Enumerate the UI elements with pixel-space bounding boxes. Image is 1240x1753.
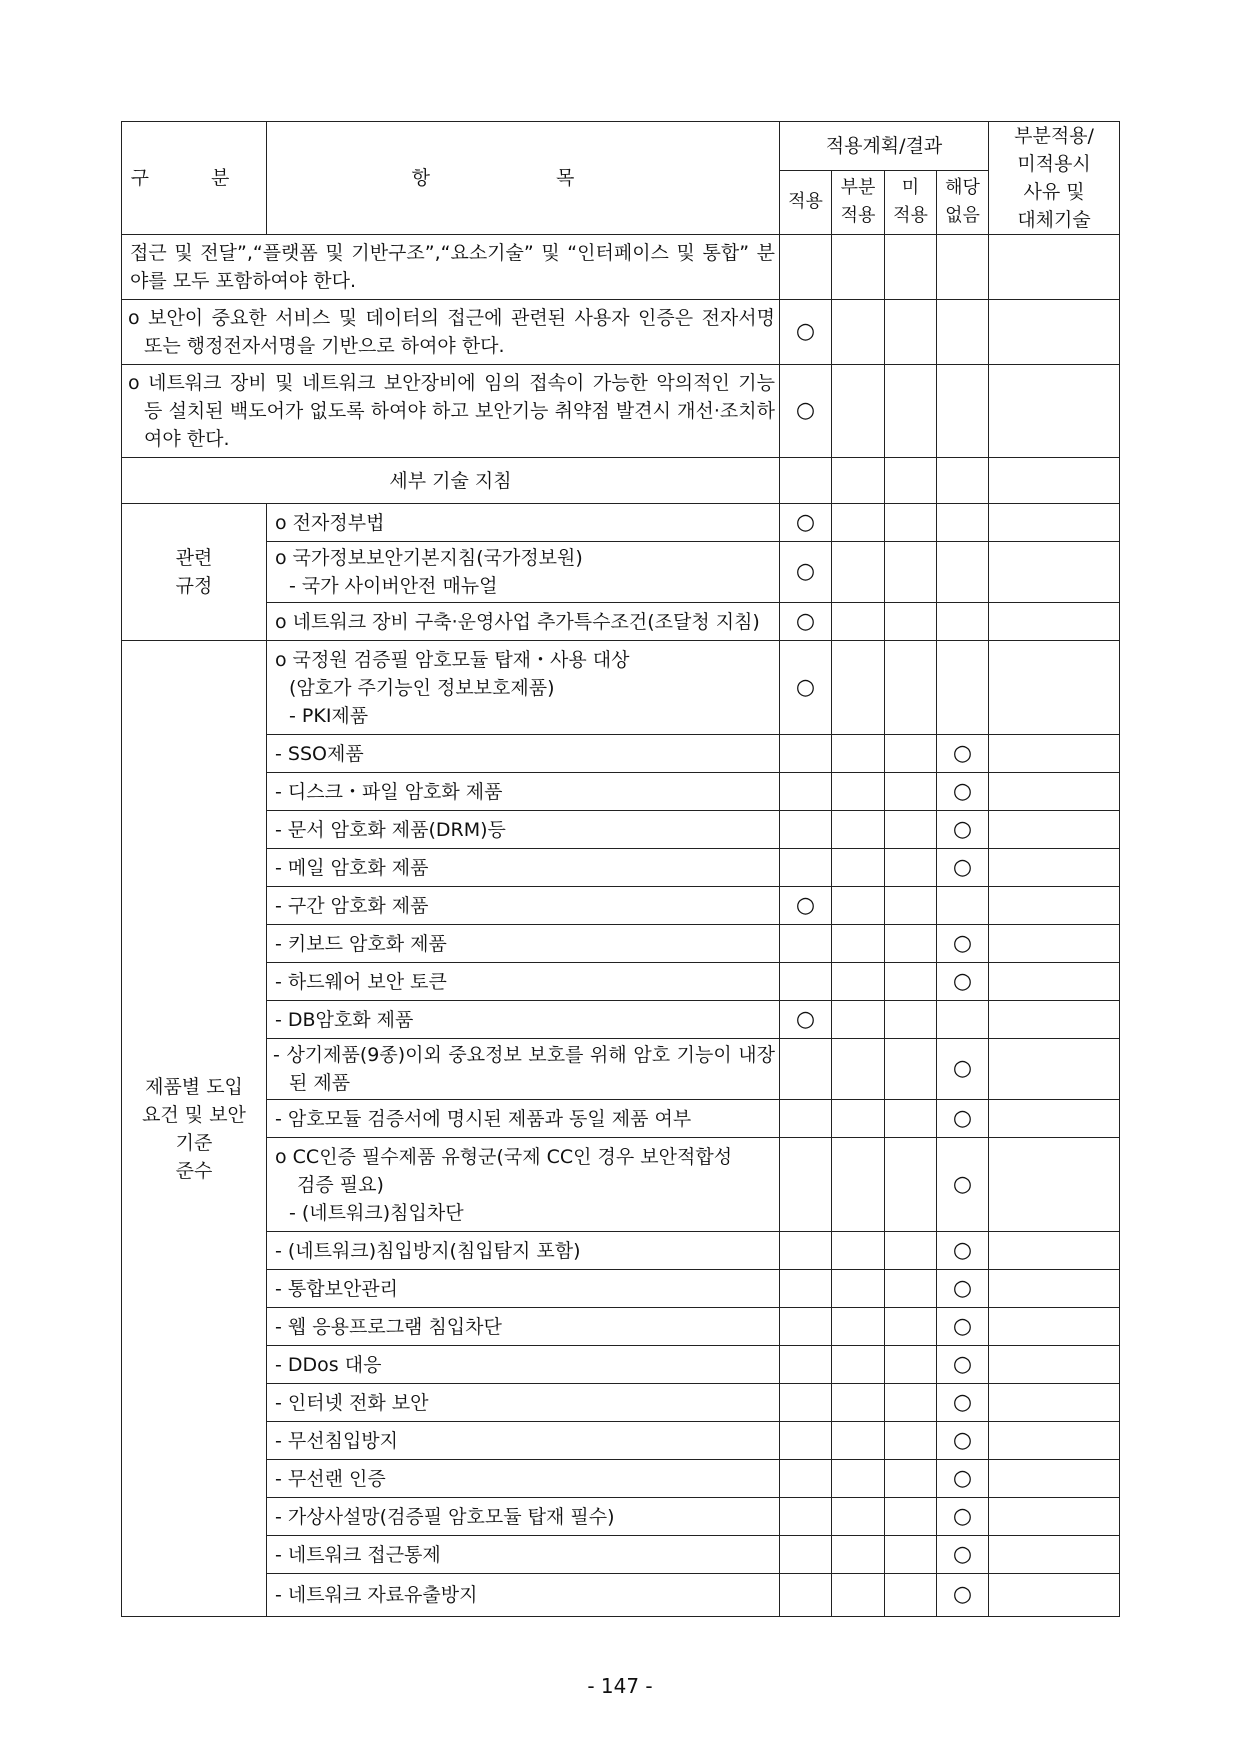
cc-item-label: - DDos 대응 <box>275 1353 382 1376</box>
crypto-item-label: - 디스크・파일 암호화 제품 <box>275 780 503 803</box>
result-cell <box>832 1232 885 1270</box>
applied-mark: ○ <box>952 1313 973 1339</box>
cc-item-row <box>122 1384 1120 1422</box>
crypto-item-row <box>122 849 1120 887</box>
result-cell <box>780 887 832 925</box>
reason-cell <box>989 504 1120 542</box>
header-col-not-applied: 미 적용 <box>885 170 937 234</box>
applied-mark: ○ <box>952 740 973 766</box>
checklist-table <box>121 121 1120 1617</box>
reason-cell <box>989 849 1120 887</box>
regulation-item <box>267 603 780 641</box>
applied-mark: ○ <box>952 1105 973 1131</box>
result-cell <box>832 603 885 641</box>
result-cell <box>780 735 832 773</box>
result-cell <box>780 1460 832 1498</box>
result-cell <box>885 504 937 542</box>
cc-item <box>267 1270 780 1308</box>
result-cell <box>885 1138 937 1232</box>
applied-mark: ○ <box>795 319 816 344</box>
section-title <box>122 458 780 504</box>
cc-item-label: - 인터넷 전화 보안 <box>275 1391 429 1414</box>
cc-item <box>267 1498 780 1536</box>
cc-item <box>267 1422 780 1460</box>
result-cell <box>832 504 885 542</box>
header-category: 구 분 <box>122 122 267 235</box>
result-cell <box>885 641 937 735</box>
result-cell <box>780 849 832 887</box>
result-cell <box>832 542 885 603</box>
result-cell <box>832 1001 885 1039</box>
result-cell <box>937 504 989 542</box>
reason-cell <box>989 925 1120 963</box>
applied-mark: ○ <box>952 816 973 842</box>
result-cell <box>937 1384 989 1422</box>
result-cell <box>885 235 937 300</box>
crypto-same-label: - 암호모듈 검증서에 명시된 제품과 동일 제품 여부 <box>275 1107 692 1130</box>
requirement-label: o 네트워크 장비 및 네트워크 보안장비에 임의 접속이 가능한 악의적인 기능 등 설치된 백도어가 없도록 하여야 하고 보안기능 취약점 발견시 개선·조치하여야 한다. <box>128 372 775 450</box>
reason-cell <box>989 1001 1120 1039</box>
result-cell <box>832 1498 885 1536</box>
reason-cell <box>989 458 1120 504</box>
regulation-category <box>122 504 267 641</box>
result-cell <box>832 1574 885 1617</box>
crypto-head-item: - PKI제품 <box>289 704 369 727</box>
result-cell <box>937 1460 989 1498</box>
crypto-item <box>267 887 780 925</box>
crypto-item <box>267 1001 780 1039</box>
regulation-item-title: o 국가정보보안기본지침(국가정보원) <box>275 547 583 569</box>
applied-mark: ○ <box>952 1541 973 1567</box>
applied-mark: ○ <box>795 509 816 535</box>
header-col-partial: 부분 적용 <box>832 170 885 234</box>
reason-cell <box>989 542 1120 603</box>
reason-cell <box>989 735 1120 773</box>
result-cell <box>885 849 937 887</box>
crypto-other-row <box>122 1039 1120 1100</box>
result-cell <box>780 365 832 458</box>
crypto-item-row <box>122 887 1120 925</box>
cc-item-row <box>122 1232 1120 1270</box>
result-cell <box>832 773 885 811</box>
result-cell <box>832 1422 885 1460</box>
applied-mark: ○ <box>952 1056 973 1081</box>
applied-mark: ○ <box>795 674 816 700</box>
result-cell <box>885 1039 937 1100</box>
result-cell <box>937 963 989 1001</box>
crypto-item-label: - 하드웨어 보안 토큰 <box>275 970 447 993</box>
crypto-item-row <box>122 811 1120 849</box>
cc-item-row <box>122 1536 1120 1574</box>
product-category <box>122 641 267 1617</box>
header-row-1 <box>122 122 1120 171</box>
result-cell <box>780 1498 832 1536</box>
result-cell <box>885 1498 937 1536</box>
applied-mark: ○ <box>952 1503 973 1529</box>
result-cell <box>937 1422 989 1460</box>
cc-item-label: - 무선랜 인증 <box>275 1467 386 1490</box>
result-cell <box>885 542 937 603</box>
result-cell <box>937 1346 989 1384</box>
result-cell <box>937 1001 989 1039</box>
reason-cell <box>989 300 1120 365</box>
result-cell <box>885 1001 937 1039</box>
reason-cell <box>989 235 1120 300</box>
result-cell <box>832 735 885 773</box>
applied-mark: ○ <box>952 1465 973 1491</box>
result-cell <box>832 300 885 365</box>
crypto-item-row <box>122 963 1120 1001</box>
result-cell <box>937 811 989 849</box>
result-cell <box>832 1460 885 1498</box>
cc-item-row <box>122 1460 1120 1498</box>
reason-cell <box>989 1346 1120 1384</box>
result-cell <box>885 1308 937 1346</box>
crypto-item-label: - 키보드 암호화 제품 <box>275 932 447 955</box>
result-cell <box>937 1270 989 1308</box>
result-cell <box>780 504 832 542</box>
result-cell <box>780 1001 832 1039</box>
regulation-item-title: o 전자정부법 <box>275 511 385 534</box>
result-cell <box>885 1384 937 1422</box>
result-cell <box>780 1270 832 1308</box>
result-cell <box>885 1270 937 1308</box>
reason-cell <box>989 887 1120 925</box>
result-cell <box>780 1384 832 1422</box>
reason-cell <box>989 773 1120 811</box>
applied-mark: ○ <box>952 1171 973 1197</box>
result-cell <box>937 773 989 811</box>
applied-mark: ○ <box>952 1275 973 1301</box>
crypto-item-label: - 구간 암호화 제품 <box>275 894 429 917</box>
reason-cell <box>989 1100 1120 1138</box>
crypto-item-label: - 문서 암호화 제품(DRM)등 <box>275 818 506 841</box>
applied-mark: ○ <box>952 968 973 994</box>
result-cell <box>937 849 989 887</box>
result-cell <box>937 1498 989 1536</box>
result-cell <box>832 887 885 925</box>
cc-item-label: - (네트워크)침입방지(침입탐지 포함) <box>275 1239 581 1262</box>
cc-item <box>267 1346 780 1384</box>
crypto-head-row <box>122 641 1120 735</box>
result-cell <box>780 1536 832 1574</box>
reason-cell <box>989 1460 1120 1498</box>
result-cell <box>937 235 989 300</box>
applied-mark: ○ <box>952 1237 973 1263</box>
regulation-row <box>122 603 1120 641</box>
result-cell <box>885 773 937 811</box>
cc-item-label: - 네트워크 자료유출방지 <box>275 1584 478 1606</box>
reason-cell <box>989 1536 1120 1574</box>
reason-cell <box>989 1384 1120 1422</box>
result-cell <box>937 1232 989 1270</box>
cc-item-row <box>122 1308 1120 1346</box>
result-cell <box>885 887 937 925</box>
header-col-na: 해당 없음 <box>937 170 989 234</box>
cc-item-row <box>122 1422 1120 1460</box>
result-cell <box>937 458 989 504</box>
cc-item <box>267 1384 780 1422</box>
result-cell <box>832 811 885 849</box>
applied-mark: ○ <box>952 854 973 880</box>
result-cell <box>780 1138 832 1232</box>
result-cell <box>937 887 989 925</box>
result-cell <box>780 1422 832 1460</box>
result-cell <box>937 300 989 365</box>
result-cell <box>780 300 832 365</box>
reason-cell <box>989 641 1120 735</box>
result-cell <box>937 1308 989 1346</box>
result-cell <box>937 1536 989 1574</box>
result-cell <box>885 1422 937 1460</box>
result-cell <box>937 925 989 963</box>
crypto-item <box>267 925 780 963</box>
result-cell <box>832 641 885 735</box>
crypto-other-label: - 상기제품(9종)이외 중요정보 보호를 위해 암호 기능이 내장된 제품 <box>273 1044 775 1094</box>
reason-cell <box>989 1308 1120 1346</box>
crypto-item-label: - SSO제품 <box>275 742 364 765</box>
reason-cell <box>989 811 1120 849</box>
crypto-head-title: o 국정원 검증필 암호모듈 탑재・사용 대상 <box>275 648 630 671</box>
applied-mark: ○ <box>795 892 816 918</box>
result-cell <box>885 1536 937 1574</box>
regulation-row <box>122 504 1120 542</box>
section-title-row <box>122 458 1120 504</box>
applied-mark: ○ <box>952 930 973 956</box>
crypto-head-sub: (암호가 주기능인 정보보호제품) <box>289 676 555 699</box>
reason-cell <box>989 1574 1120 1617</box>
applied-mark: ○ <box>795 608 816 634</box>
result-cell <box>937 735 989 773</box>
result-cell <box>885 963 937 1001</box>
regulation-row <box>122 542 1120 603</box>
result-cell <box>885 603 937 641</box>
requirement-row <box>122 365 1120 458</box>
cc-item-row <box>122 1574 1120 1617</box>
result-cell <box>885 458 937 504</box>
result-cell <box>780 641 832 735</box>
result-cell <box>780 542 832 603</box>
cc-item <box>267 1232 780 1270</box>
cc-item-label: - 무선침입방지 <box>275 1429 399 1452</box>
crypto-other <box>267 1039 780 1100</box>
result-cell <box>780 773 832 811</box>
crypto-item <box>267 735 780 773</box>
cc-head-row <box>122 1138 1120 1232</box>
result-cell <box>780 235 832 300</box>
result-cell <box>780 1574 832 1617</box>
requirement-label: 접근 및 전달”,“플랫폼 및 기반구조”,“요소기술” 및 “인터페이스 및 통합” 분야를 모두 포함하여야 한다. <box>130 242 775 292</box>
result-cell <box>780 1100 832 1138</box>
result-cell <box>832 365 885 458</box>
result-cell <box>885 1346 937 1384</box>
crypto-item-row <box>122 925 1120 963</box>
applied-mark: ○ <box>952 1582 973 1607</box>
result-cell <box>937 1138 989 1232</box>
result-cell <box>832 1536 885 1574</box>
cc-item-row <box>122 1270 1120 1308</box>
cc-head-sub: 검증 필요) <box>297 1173 384 1196</box>
cc-item-label: - 통합보안관리 <box>275 1277 399 1300</box>
result-cell <box>885 1460 937 1498</box>
regulation-item-title: o 네트워크 장비 구축·운영사업 추가특수조건(조달청 지침) <box>275 610 760 633</box>
crypto-same-row <box>122 1100 1120 1138</box>
crypto-item-row <box>122 1001 1120 1039</box>
result-cell <box>780 603 832 641</box>
crypto-item-row <box>122 773 1120 811</box>
applied-mark: ○ <box>795 559 816 584</box>
result-cell <box>832 235 885 300</box>
applied-mark: ○ <box>952 1427 973 1453</box>
result-cell <box>885 811 937 849</box>
reason-cell <box>989 603 1120 641</box>
result-cell <box>937 365 989 458</box>
applied-mark: ○ <box>952 778 973 804</box>
result-cell <box>937 1574 989 1617</box>
crypto-head <box>267 641 780 735</box>
cc-item <box>267 1536 780 1574</box>
result-cell <box>832 849 885 887</box>
requirement-row <box>122 235 1120 300</box>
result-cell <box>937 641 989 735</box>
crypto-item <box>267 773 780 811</box>
cc-item <box>267 1308 780 1346</box>
result-cell <box>832 1384 885 1422</box>
cc-head-item: - (네트워크)침입차단 <box>289 1201 464 1224</box>
result-cell <box>832 925 885 963</box>
reason-cell <box>989 1422 1120 1460</box>
result-cell <box>832 1346 885 1384</box>
reason-cell <box>989 365 1120 458</box>
result-cell <box>885 925 937 963</box>
requirement-row <box>122 300 1120 365</box>
result-cell <box>780 963 832 1001</box>
applied-mark: ○ <box>795 1006 816 1032</box>
result-cell <box>832 963 885 1001</box>
result-cell <box>780 811 832 849</box>
section-title-label: 세부 기술 지침 <box>389 469 512 492</box>
result-cell <box>832 1270 885 1308</box>
result-cell <box>885 1100 937 1138</box>
reason-cell <box>989 1498 1120 1536</box>
cc-item <box>267 1574 780 1617</box>
cc-item-label: - 웹 응용프로그램 침입차단 <box>275 1315 502 1338</box>
result-cell <box>937 1039 989 1100</box>
crypto-item <box>267 849 780 887</box>
crypto-item-label: - 메일 암호화 제품 <box>275 856 429 879</box>
header-col-apply: 적용 <box>780 170 832 234</box>
requirement-label: o 보안이 중요한 서비스 및 데이터의 접근에 관련된 사용자 인증은 전자서명 또는 행정전자서명을 기반으로 하여야 한다. <box>128 307 775 357</box>
crypto-item <box>267 811 780 849</box>
result-cell <box>832 1308 885 1346</box>
requirement-text <box>122 365 780 458</box>
result-cell <box>885 365 937 458</box>
result-cell <box>780 925 832 963</box>
result-cell <box>937 603 989 641</box>
result-cell <box>885 1232 937 1270</box>
result-cell <box>780 1039 832 1100</box>
checklist-body <box>122 122 1120 1617</box>
result-cell <box>780 1232 832 1270</box>
result-cell <box>937 1100 989 1138</box>
applied-mark: ○ <box>952 1389 973 1415</box>
crypto-item <box>267 963 780 1001</box>
header-reason: 부분적용/ 미적용시 사유 및 대체기술 <box>989 122 1120 235</box>
result-cell <box>832 1039 885 1100</box>
cc-item-row <box>122 1498 1120 1536</box>
cc-item-row <box>122 1346 1120 1384</box>
reason-cell <box>989 1039 1120 1100</box>
reason-cell <box>989 1232 1120 1270</box>
regulation-item <box>267 542 780 603</box>
cc-head <box>267 1138 780 1232</box>
cc-item-label: - 네트워크 접근통제 <box>275 1543 441 1566</box>
result-cell <box>885 735 937 773</box>
crypto-item-label: - DB암호화 제품 <box>275 1008 414 1031</box>
requirement-text <box>122 235 780 300</box>
cc-head-title: o CC인증 필수제품 유형군(국제 CC인 경우 보안적합성 <box>275 1145 733 1168</box>
page-number: - 147 - <box>587 1674 653 1698</box>
result-cell <box>832 458 885 504</box>
cc-item <box>267 1460 780 1498</box>
reason-cell <box>989 963 1120 1001</box>
applied-mark: ○ <box>795 398 816 423</box>
applied-mark: ○ <box>952 1351 973 1377</box>
cc-item-label: - 가상사설망(검증필 암호모듈 탑재 필수) <box>275 1505 615 1528</box>
result-cell <box>937 542 989 603</box>
product-category-label: 제품별 도입 요건 및 보안 기준 준수 <box>142 1075 246 1182</box>
result-cell <box>832 1138 885 1232</box>
result-cell <box>885 1574 937 1617</box>
result-cell <box>780 1346 832 1384</box>
crypto-same <box>267 1100 780 1138</box>
result-cell <box>780 458 832 504</box>
result-cell <box>832 1100 885 1138</box>
reason-cell <box>989 1270 1120 1308</box>
crypto-item-row <box>122 735 1120 773</box>
regulation-category-label: 관련 규정 <box>175 547 213 597</box>
reason-cell <box>989 1138 1120 1232</box>
regulation-item <box>267 504 780 542</box>
result-cell <box>780 1308 832 1346</box>
header-plan-result: 적용계획/결과 <box>780 122 989 171</box>
regulation-item-sub: - 국가 사이버안전 매뉴얼 <box>289 575 498 597</box>
header-item: 항 목 <box>267 122 780 235</box>
requirement-text <box>122 300 780 365</box>
result-cell <box>885 300 937 365</box>
